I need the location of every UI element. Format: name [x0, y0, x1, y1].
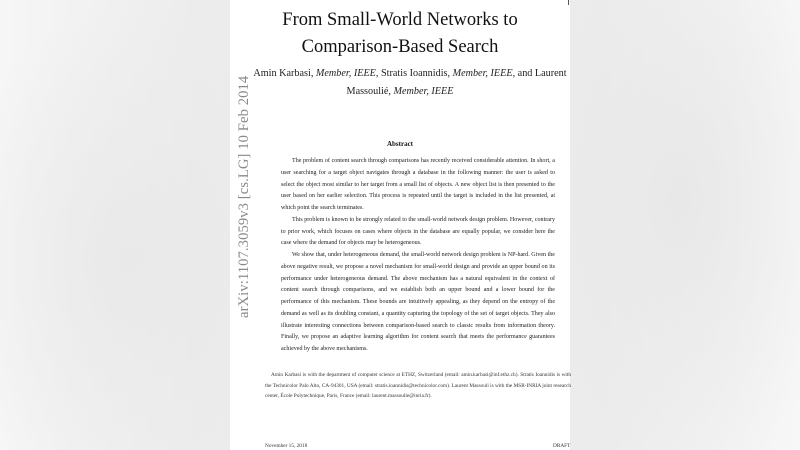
abstract-heading: Abstract — [386, 140, 414, 148]
author-name: , and Laurent — [512, 68, 567, 79]
abstract-paragraph: We show that, under heterogeneous demand, the small-world network design problem is NP-hard. Given the above negative result, we propose a novel mechanism for small-world design and provide an upper bound on its performance under heterogeneous demand. The above mechanism has a natural equivalent in the context of content search through comparisons, and we establish both an upper bound and a lower bound for the performance of this mechanism. These bounds are intuitively appealing, as they depend on the entropy of the demand as well as its doubling constant, a quantity capturing the topology of the set of target objects. They also illustrate interesting connections between comparison-based search to classic results from information theory. Finally, we propose an adaptive learning algorithm for content search that meets the performance guarantees achieved by the above mechanisms. — [281, 252, 555, 352]
author-membership: Member, IEEE — [393, 86, 454, 97]
author-membership: Member, IEEE — [452, 68, 513, 79]
author-name: Amin Karbasi, — [253, 68, 316, 79]
authors-line-2 — [230, 86, 570, 97]
paper-title-line-1: From Small-World Networks to — [282, 10, 518, 30]
abstract-body — [281, 156, 555, 356]
authors-line-1 — [230, 68, 590, 79]
page-edge-mark — [568, 0, 569, 5]
author-affiliations-footnote: Amin Karbasi is with the department of computer science at ETHZ, Switzerland (email: amin.karbasi@inf.ethz.ch). Stratis Ioannidis is with the Technicolor Palo Alto, CA-94301, USA (email: stratis.ioannidis@technicolor.com). Laurent Massouli is with the MSR-INRIA joint research center, École Polytechnique, Paris, France (email: laurent.massoulie@inria.fr). — [265, 372, 571, 399]
abstract-paragraph: This problem is known to be strongly related to the small-world network design problem. However, contrary to prior work, which focuses on cases where objects in the database are equally popular, we consider here the case where the demand for objects may be heterogeneous. — [281, 216, 555, 247]
abstract-paragraph: The problem of content search through comparisons has recently received considerable attention. In short, a user searching for a target object navigates through a database in the following manner: the user is asked to select the object most similar to her target from a small list of objects. A new object list is then presented to the user based on her earlier selection. This process is repeated until the target is included in the list presented, at which point the search terminates. — [281, 158, 555, 211]
author-membership: Member, IEEE — [315, 68, 376, 79]
footer-date: November 15, 2018 — [265, 443, 308, 449]
author-name: Massoulié, — [346, 86, 394, 97]
author-name: , Stratis Ioannidis, — [375, 68, 453, 79]
arxiv-identifier: arXiv:1107.3059v3 [cs.LG] 10 Feb 2014 — [236, 75, 252, 318]
footer-draft-label: DRAFT — [553, 443, 571, 449]
paper-title-line-2: Comparison-Based Search — [301, 37, 499, 57]
